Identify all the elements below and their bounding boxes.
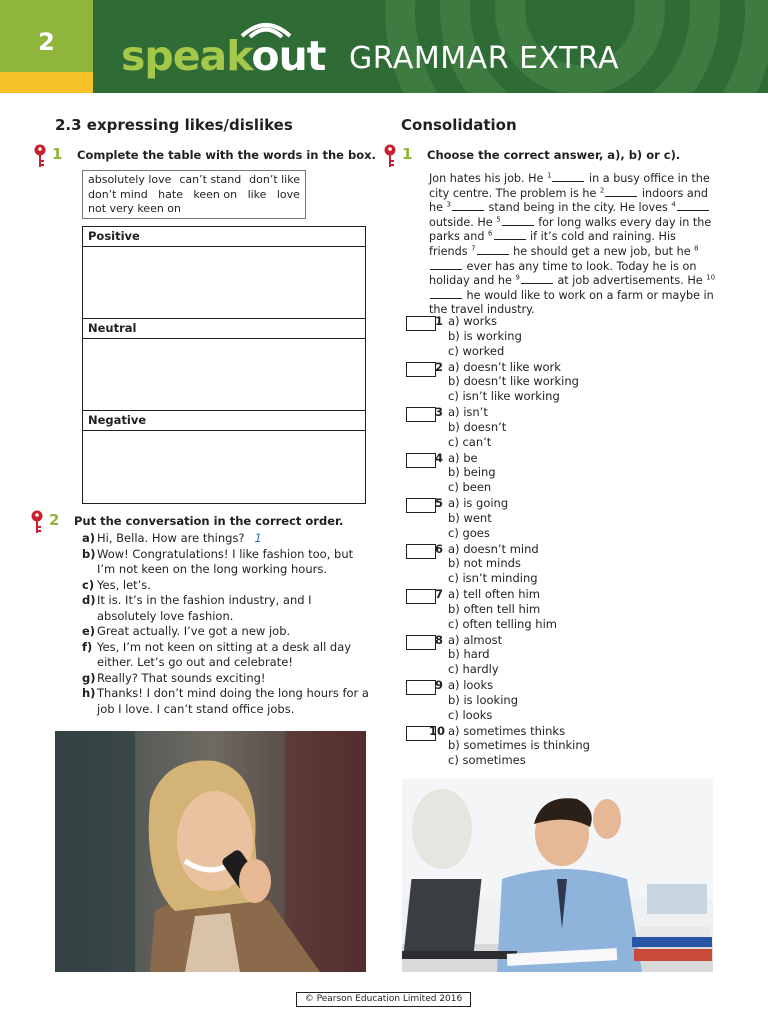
question-number: 3 (435, 405, 444, 419)
choice-item (406, 314, 656, 360)
question-number: 8 (435, 632, 444, 647)
line-letter: d) (82, 593, 96, 607)
line-letter: h) (82, 686, 96, 700)
option-c[interactable]: c) sometimes (448, 753, 526, 768)
option-a[interactable]: a) doesn’t like work (448, 359, 561, 374)
table-cell-positive[interactable] (83, 247, 365, 319)
answer-box[interactable] (406, 407, 436, 422)
photo-stressed-man-at-laptop (402, 779, 713, 972)
page-header (0, 0, 768, 93)
gap-blank[interactable] (430, 289, 462, 299)
option-b[interactable]: b) not minds (448, 556, 521, 571)
option-c[interactable]: c) goes (448, 525, 490, 540)
gap-fill-story (429, 172, 717, 318)
options (448, 587, 557, 631)
story-text: stand being in the city. He loves (485, 201, 672, 215)
option-c[interactable]: c) been (448, 480, 492, 495)
option-a[interactable]: a) works (448, 314, 498, 328)
question-number: 6 (435, 541, 444, 556)
options (448, 451, 496, 495)
table-header-positive: Positive (83, 227, 365, 247)
option-c[interactable]: c) worked (448, 343, 505, 358)
choice-item (406, 678, 656, 724)
word: absolutely love (88, 173, 172, 186)
line-text: Hi, Bella. How are things? (97, 531, 245, 545)
answer-box[interactable] (406, 453, 436, 468)
exercise-instruction: Choose the correct answer, a), b) or c). (427, 148, 681, 162)
story-text: he would like to work on a farm or maybe in the travel industry. (429, 288, 714, 317)
option-c[interactable]: c) can’t (448, 434, 492, 449)
option-c[interactable]: c) isn’t like working (448, 389, 560, 404)
gap-blank[interactable] (521, 274, 553, 284)
conversation-line (82, 531, 372, 547)
exercise-1-header (34, 144, 376, 168)
table-header-negative: Negative (83, 411, 365, 431)
exercise-number: 1 (52, 145, 63, 163)
option-a[interactable]: a) almost (448, 632, 503, 647)
answer-key-icon (34, 144, 46, 168)
conversation-line (82, 593, 372, 624)
exercise-instruction: Complete the table with the words in the box. (77, 148, 376, 162)
word: not very keen on (88, 202, 182, 215)
copyright-footer: © Pearson Education Limited 2016 (296, 992, 471, 1007)
line-text: Thanks! I don’t mind doing the long hours for a job I love. I can’t stand office jobs. (97, 686, 369, 716)
word: can’t stand (179, 173, 242, 186)
word: don’t like (249, 173, 300, 186)
story-text: Jon hates his job. He (429, 172, 547, 185)
story-text: if it’s cold and raining. His friends (429, 230, 676, 258)
conversation-line (82, 640, 372, 671)
choice-item (406, 542, 656, 588)
answer-box[interactable] (406, 544, 436, 559)
option-b[interactable]: b) doesn’t (448, 419, 507, 434)
gap-number: 1 (547, 171, 552, 180)
unit-badge-stripe (0, 72, 93, 93)
question-number: 7 (435, 587, 444, 601)
gap-number: 2 (599, 185, 605, 194)
answer-box[interactable] (406, 589, 436, 604)
line-text: It is. It’s in the fashion industry, and I absolutely love fashion. (97, 593, 312, 623)
gap-blank[interactable] (494, 230, 526, 240)
gap-blank[interactable] (677, 201, 709, 211)
question-number: 10 (429, 723, 446, 738)
unit-badge (0, 0, 93, 93)
conversation-line (82, 624, 372, 640)
choice-item (406, 405, 656, 451)
unit-number: 2 (38, 28, 55, 56)
gap-number: 8 (694, 244, 699, 253)
exercise-number: 2 (49, 511, 60, 529)
exercise-instruction: Put the conversation in the correct order. (74, 514, 344, 528)
line-letter: f) (82, 639, 93, 654)
gap-number: 6 (488, 229, 493, 238)
option-a[interactable]: a) isn’t (448, 405, 488, 419)
options (448, 496, 508, 540)
line-text: Really? That sounds exciting! (97, 670, 266, 685)
gap-blank[interactable] (502, 216, 534, 226)
answer-box[interactable] (406, 498, 436, 513)
gap-blank[interactable] (552, 172, 584, 182)
word: don’t mind (88, 187, 148, 201)
line-letter: a) (82, 531, 96, 545)
word-box-line (88, 188, 300, 203)
word-box (82, 170, 306, 219)
answer-key-icon (384, 144, 396, 168)
story-text: indoors and he (429, 186, 708, 215)
line-text: Yes, I’m not keen on sitting at a desk all day either. Let’s go out and celebrate! (97, 639, 352, 669)
options (448, 360, 579, 404)
gap-number: 5 (496, 215, 501, 224)
option-a[interactable]: a) tell often him (448, 587, 540, 601)
gap-blank[interactable] (452, 201, 484, 211)
line-letter: b) (82, 546, 96, 561)
question-number: 1 (435, 314, 444, 328)
option-a[interactable]: a) doesn’t mind (448, 541, 539, 556)
logo-out: out (251, 32, 326, 80)
story-text: in a busy office in the city centre. The problem is he (429, 172, 710, 200)
word-box-line (88, 202, 300, 217)
line-letter: e) (82, 624, 96, 638)
conversation-line (82, 578, 372, 594)
answer-box[interactable] (406, 316, 436, 331)
option-a[interactable]: a) sometimes thinks (448, 723, 566, 738)
option-b[interactable]: b) is looking (448, 692, 518, 707)
table-cell-negative[interactable] (83, 431, 365, 503)
logo-speak: speak (121, 32, 252, 80)
option-c[interactable]: c) isn’t minding (448, 571, 538, 586)
choice-item (406, 587, 656, 633)
choice-item (406, 633, 656, 679)
option-a[interactable]: a) be (448, 450, 478, 465)
options (448, 314, 522, 358)
word: like (247, 187, 267, 201)
question-number: 4 (435, 450, 444, 465)
story-text: for long walks every day in the parks and (429, 215, 712, 244)
option-b[interactable]: b) is working (448, 328, 522, 343)
story-text: he should get a new job, but he (509, 244, 695, 258)
answer-box[interactable] (406, 680, 436, 695)
option-c[interactable]: c) often telling him (448, 616, 557, 631)
line-letter: g) (82, 670, 96, 685)
gap-number: 4 (671, 200, 676, 209)
conversation-line (82, 547, 372, 578)
photo-woman-on-phone (55, 731, 366, 972)
question-number: 2 (435, 359, 444, 374)
exercise-number: 1 (402, 145, 413, 163)
line-text: Great actually. I’ve got a new job. (97, 624, 291, 638)
table-header-neutral: Neutral (83, 319, 365, 339)
gap-blank[interactable] (605, 187, 637, 197)
options (448, 405, 506, 449)
option-b[interactable]: b) often tell him (448, 601, 541, 616)
story-text: outside. He (429, 215, 497, 229)
option-b[interactable]: b) being (448, 465, 496, 480)
table-cell-neutral[interactable] (83, 339, 365, 411)
gap-number: 3 (446, 200, 451, 209)
choice-item (406, 360, 656, 406)
consolidation-exercise-1-header (384, 144, 680, 168)
gap-number: 7 (471, 244, 476, 253)
story-text: at job advertisements. He (553, 274, 707, 288)
word: hate (158, 187, 183, 201)
gap-number: 9 (515, 273, 520, 282)
answer-box[interactable] (406, 635, 436, 650)
conversation-line (82, 686, 372, 717)
option-b[interactable]: b) hard (448, 647, 490, 662)
question-number: 5 (435, 496, 444, 510)
line-text: Yes, let’s. (97, 577, 151, 592)
example-answer: 1 (254, 531, 262, 545)
answer-key-icon (31, 510, 43, 534)
option-a[interactable]: a) is going (448, 496, 509, 510)
option-c[interactable]: c) hardly (448, 662, 499, 677)
answer-box[interactable] (406, 362, 436, 377)
options (448, 678, 518, 722)
options (448, 542, 539, 586)
conversation-list (82, 531, 372, 717)
section-title-consolidation: Consolidation (401, 116, 517, 134)
speakout-logo (121, 32, 326, 80)
option-b[interactable]: b) went (448, 510, 492, 525)
gap-number: 10 (706, 273, 716, 282)
option-c[interactable]: c) looks (448, 707, 493, 722)
word-box-line (88, 173, 300, 188)
choice-item (406, 496, 656, 542)
word: keen on (193, 187, 238, 201)
line-text: Wow! Congratulations! I like fashion too, but I’m not keen on the long working hours. (97, 546, 354, 576)
option-a[interactable]: a) looks (448, 678, 494, 692)
gap-blank[interactable] (477, 245, 509, 255)
header-title: GRAMMAR EXTRA (349, 41, 620, 76)
line-letter: c) (82, 577, 95, 592)
option-b[interactable]: b) doesn’t like working (448, 374, 579, 389)
question-number: 9 (435, 678, 444, 692)
gap-blank[interactable] (430, 260, 462, 270)
option-b[interactable]: b) sometimes is thinking (448, 738, 590, 753)
likes-table (82, 226, 366, 504)
story-text: ever has any time to look. Today he is on holiday and he (429, 259, 697, 288)
word: love (276, 187, 300, 201)
options (448, 724, 590, 768)
choice-item (406, 724, 656, 770)
section-title-likes: 2.3 expressing likes/dislikes (55, 116, 293, 134)
conversation-line (82, 671, 372, 687)
choice-item (406, 451, 656, 497)
options (448, 633, 502, 677)
